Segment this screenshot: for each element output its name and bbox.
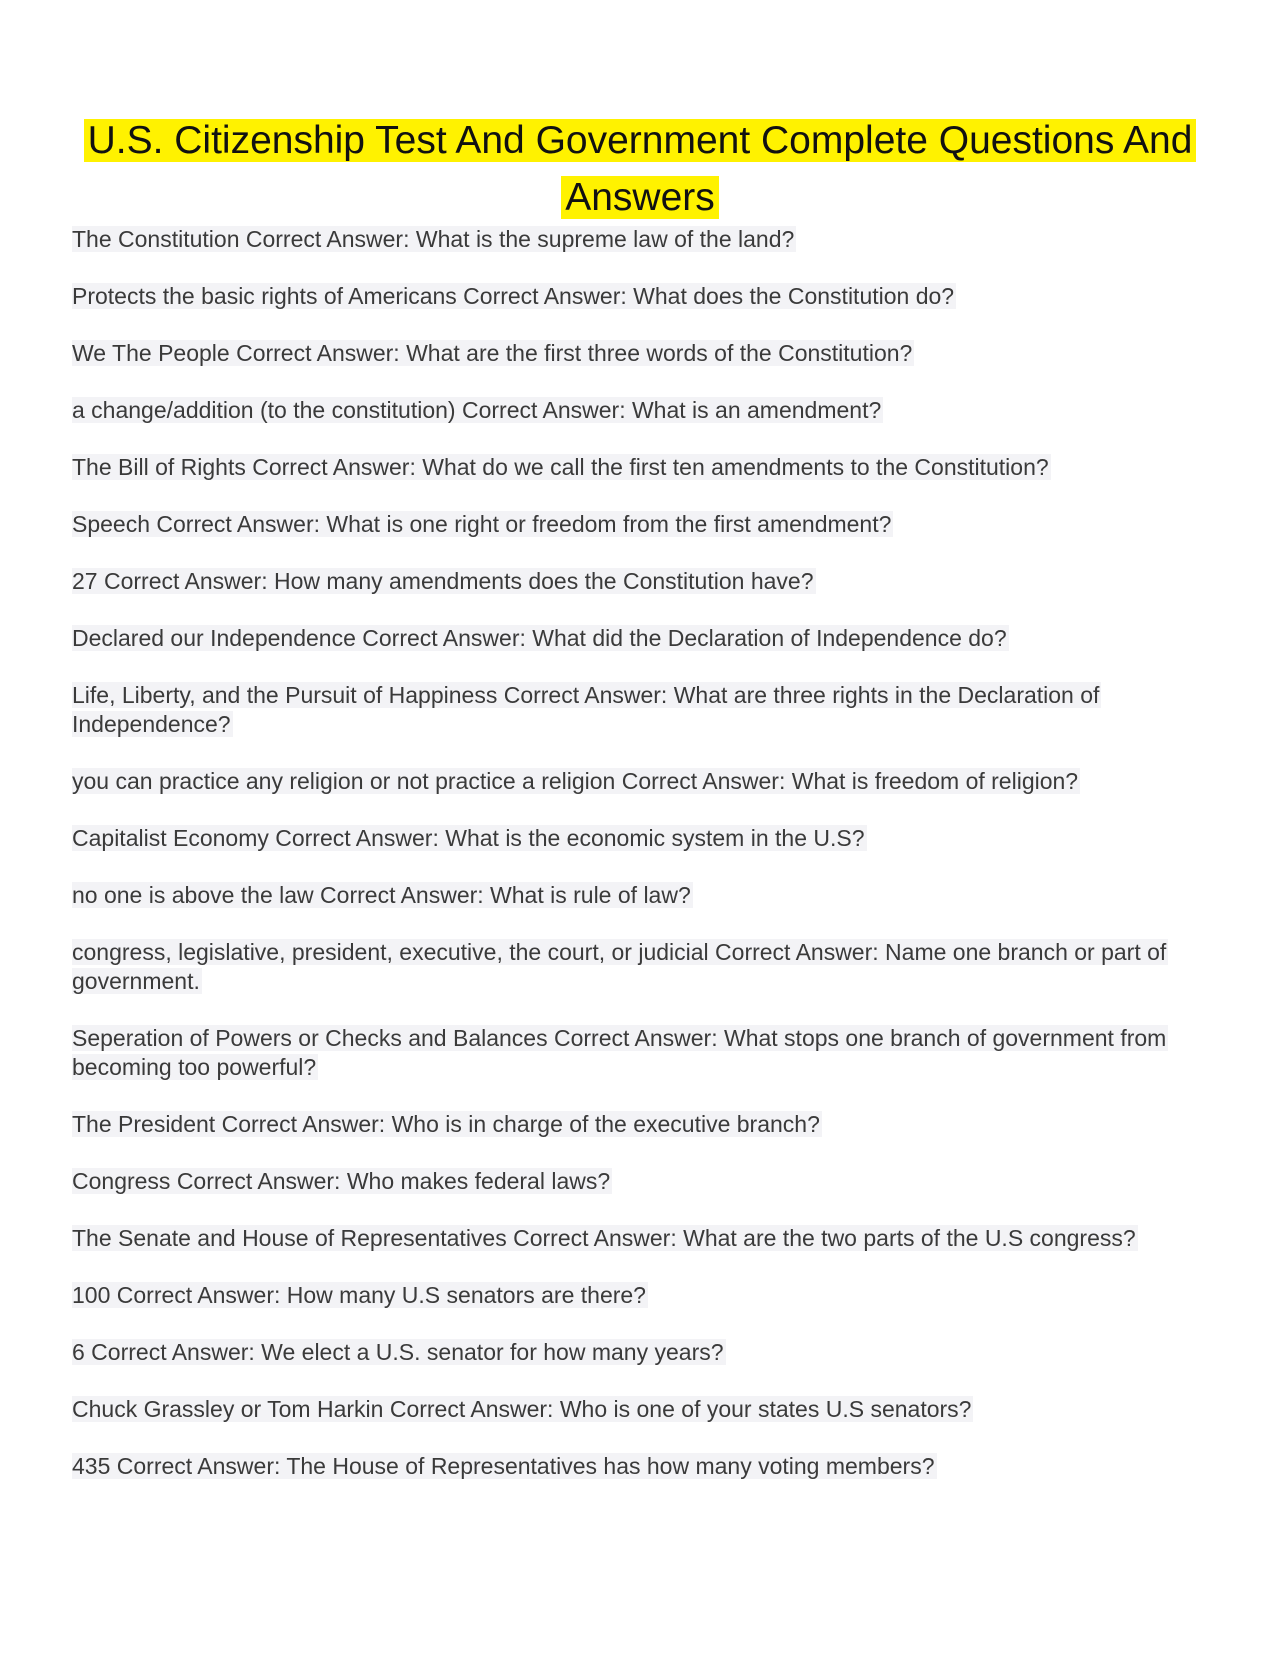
qa-entry-text: 100 Correct Answer: How many U.S senators are there?	[72, 1282, 646, 1308]
qa-entry	[72, 681, 1212, 739]
qa-entry	[72, 881, 1212, 910]
qa-entry-text: Speech Correct Answer: What is one right or freedom from the first amendment?	[72, 511, 892, 537]
qa-entry	[72, 1452, 1212, 1481]
qa-entry-text: Congress Correct Answer: Who makes federal laws?	[72, 1168, 611, 1194]
qa-entry	[72, 282, 1212, 311]
qa-entry-text: We The People Correct Answer: What are the first three words of the Constitution?	[72, 340, 913, 366]
qa-entry	[72, 1167, 1212, 1196]
qa-entry	[72, 225, 1212, 254]
qa-entry-text: you can practice any religion or not practice a religion Correct Answer: What is freedom of religion?	[72, 768, 1079, 794]
qa-entry-text: congress, legislative, president, executive, the court, or judicial Correct Answer: Name one branch or part of government.	[72, 939, 1167, 994]
title-block	[72, 112, 1208, 226]
qa-entry-text: Seperation of Powers or Checks and Balances Correct Answer: What stops one branch of government from becoming too powerful?	[72, 1025, 1167, 1080]
qa-entry-text: no one is above the law Correct Answer: What is rule of law?	[72, 882, 691, 908]
qa-entry-text: Protects the basic rights of Americans Correct Answer: What does the Constitution do?	[72, 283, 955, 309]
qa-entry	[72, 938, 1212, 996]
qa-entry	[72, 1024, 1212, 1082]
qa-entry-text: 435 Correct Answer: The House of Representatives has how many voting members?	[72, 1453, 935, 1479]
page-title-text: U.S. Citizenship Test And Government Complete Questions And Answers	[84, 119, 1197, 219]
qa-entry	[72, 1395, 1212, 1424]
qa-entry-text: Declared our Independence Correct Answer: What did the Declaration of Independence do?	[72, 625, 1007, 651]
qa-entry	[72, 1110, 1212, 1139]
qa-entry	[72, 510, 1212, 539]
qa-entry	[72, 453, 1212, 482]
qa-entry	[72, 567, 1212, 596]
qa-entry-text: The Constitution Correct Answer: What is the supreme law of the land?	[72, 226, 795, 252]
qa-entry-text: a change/addition (to the constitution) Correct Answer: What is an amendment?	[72, 397, 882, 423]
qa-entry-text: The Bill of Rights Correct Answer: What do we call the first ten amendments to the Constitution?	[72, 454, 1049, 480]
qa-entry	[72, 396, 1212, 425]
qa-entry-text: The Senate and House of Representatives Correct Answer: What are the two parts of the U.S congress?	[72, 1225, 1136, 1251]
qa-entry	[72, 339, 1212, 368]
page-title	[72, 112, 1208, 226]
qa-entry-text: The President Correct Answer: Who is in charge of the executive branch?	[72, 1111, 820, 1137]
qa-entry	[72, 1338, 1212, 1367]
qa-entry	[72, 1281, 1212, 1310]
qa-entry-text: 6 Correct Answer: We elect a U.S. senator for how many years?	[72, 1339, 724, 1365]
qa-entry-text: Capitalist Economy Correct Answer: What is the economic system in the U.S?	[72, 825, 865, 851]
qa-entry	[72, 767, 1212, 796]
qa-entry	[72, 624, 1212, 653]
qa-entry	[72, 824, 1212, 853]
qa-entry-text: Life, Liberty, and the Pursuit of Happiness Correct Answer: What are three rights in the Declaration of Independence?	[72, 682, 1100, 737]
qa-entry-text: 27 Correct Answer: How many amendments does the Constitution have?	[72, 568, 814, 594]
qa-entry-text: Chuck Grassley or Tom Harkin Correct Answer: Who is one of your states U.S senators?	[72, 1396, 972, 1422]
qa-list	[72, 225, 1212, 1509]
qa-entry	[72, 1224, 1212, 1253]
